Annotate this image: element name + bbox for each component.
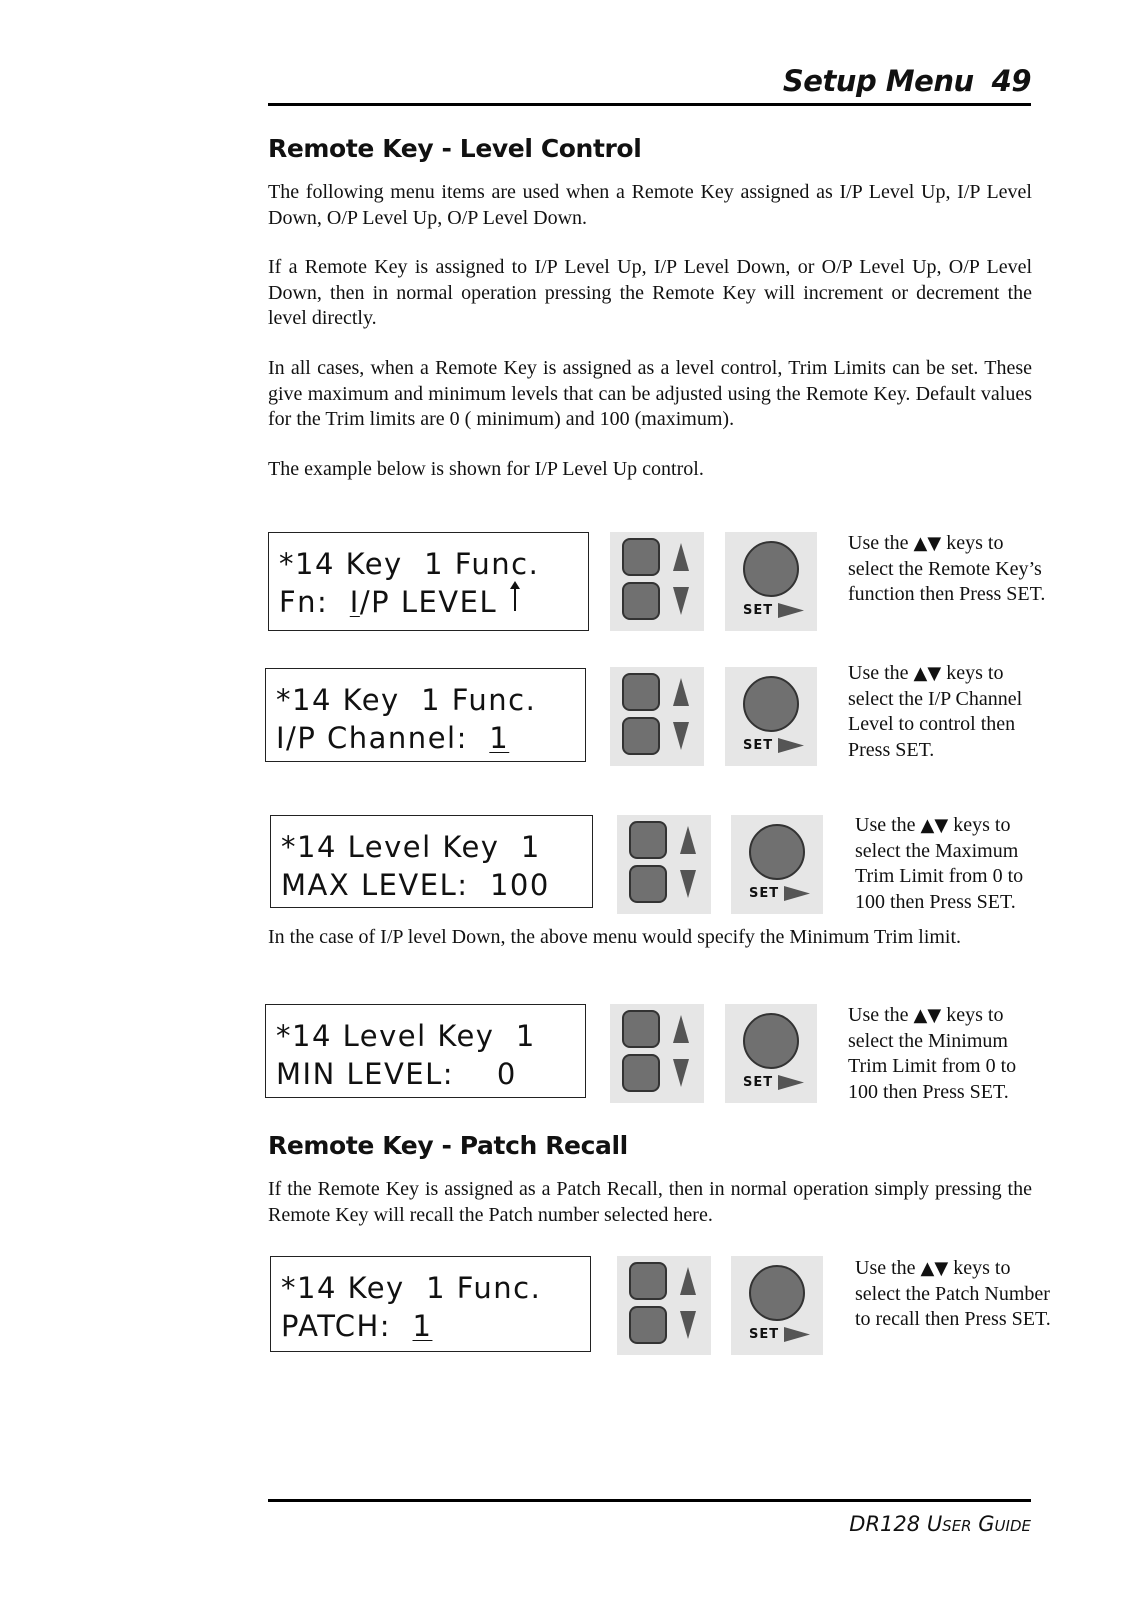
paragraph-3: In all cases, when a Remote Key is assigned as a level control, Trim Limits can be set. These give maximum and minimum levels that can be adjusted using the Remote Key. Default values for the Trim limits are 0 ( minimum) and 100 (maximum). xyxy=(268,357,1032,430)
lcd-line-2 xyxy=(276,721,509,755)
triangle-up-icon xyxy=(679,825,697,855)
up-key-button[interactable] xyxy=(629,1262,667,1300)
down-key-button[interactable] xyxy=(622,582,660,620)
up-down-arrows-icon: ▲▼ xyxy=(920,1258,949,1279)
header-title: Setup Menu xyxy=(782,64,974,98)
lcd-cursor: 1 xyxy=(489,721,510,755)
desc-text: select the I/P Channel Level to control then Press SET. xyxy=(848,687,1023,761)
set-label: SET xyxy=(743,603,774,618)
lcd-cursor: I xyxy=(349,585,360,619)
triangle-down-icon xyxy=(679,869,697,899)
up-arrow-icon xyxy=(508,579,522,613)
lcd-display-patch xyxy=(270,1256,591,1352)
down-key-button[interactable] xyxy=(622,717,660,755)
set-key xyxy=(731,815,823,914)
up-down-arrows-icon: ▲▼ xyxy=(913,1005,942,1026)
lcd-line-1: *14 Level Key 1 xyxy=(281,830,541,864)
step-description xyxy=(855,1256,1055,1333)
triangle-down-icon xyxy=(672,721,690,751)
up-key-button[interactable] xyxy=(622,1010,660,1048)
desc-keys-to: keys to xyxy=(946,662,1004,684)
set-key xyxy=(725,1004,817,1103)
step-description xyxy=(848,1003,1048,1105)
down-key-button[interactable] xyxy=(622,1054,660,1092)
lcd-text: MIN LEVEL: 0 xyxy=(276,1057,517,1091)
triangle-up-icon xyxy=(672,677,690,707)
down-key-button[interactable] xyxy=(629,1306,667,1344)
step-description xyxy=(848,661,1048,763)
set-button[interactable] xyxy=(743,676,799,732)
triangle-right-icon xyxy=(777,602,805,619)
up-down-keys xyxy=(610,532,704,631)
desc-text: select the Remote Key’s function then Press SET. xyxy=(848,557,1046,605)
patch-recall-paragraph: If the Remote Key is assigned as a Patch Recall, then in normal operation simply pressing the Remote Key will recall the Patch number selected here. xyxy=(268,1178,1032,1226)
lcd-text: /P LEVEL xyxy=(359,585,508,619)
set-label: SET xyxy=(749,1327,780,1342)
set-button[interactable] xyxy=(743,1013,799,1069)
lcd-display-max-level xyxy=(270,815,593,908)
lcd-cursor: 1 xyxy=(412,1309,433,1343)
lcd-text: PATCH: xyxy=(281,1309,413,1343)
desc-text: select the Maximum Trim Limit from 0 to 100 then Press SET. xyxy=(855,839,1024,913)
lcd-line-1: *14 Level Key 1 xyxy=(276,1019,536,1053)
step-description xyxy=(855,813,1055,915)
up-down-arrows-icon: ▲▼ xyxy=(913,663,942,684)
up-key-button[interactable] xyxy=(622,673,660,711)
up-key-button[interactable] xyxy=(622,538,660,576)
lcd-text: MAX LEVEL: 100 xyxy=(281,868,550,902)
paragraph-4: The example below is shown for I/P Level Up control. xyxy=(268,458,704,480)
down-key-button[interactable] xyxy=(629,865,667,903)
set-button[interactable] xyxy=(743,541,799,597)
triangle-up-icon xyxy=(672,1014,690,1044)
paragraph-2: If a Remote Key is assigned to I/P Level Up, I/P Level Down, or O/P Level Up, O/P Level Down, then in normal operation pressing the Remote Key will increment or decrement the level directly. xyxy=(268,256,1032,329)
set-button[interactable] xyxy=(749,824,805,880)
lcd-line-2 xyxy=(279,585,522,619)
triangle-up-icon xyxy=(679,1266,697,1296)
triangle-right-icon xyxy=(783,885,811,902)
section-heading-level-control: Remote Key - Level Control xyxy=(268,134,642,163)
lcd-line-2 xyxy=(276,1057,517,1091)
footer-rule xyxy=(268,1499,1031,1502)
set-label: SET xyxy=(743,1075,774,1090)
footer-guide-title: DR128 User Guide xyxy=(849,1512,1031,1536)
triangle-right-icon xyxy=(777,737,805,754)
triangle-right-icon xyxy=(783,1326,811,1343)
desc-keys-to: keys to xyxy=(953,814,1011,836)
desc-prefix: Use the xyxy=(855,814,916,836)
step-description xyxy=(848,531,1048,608)
up-down-keys xyxy=(610,1004,704,1103)
up-down-arrows-icon: ▲▼ xyxy=(913,533,942,554)
up-down-arrows-icon: ▲▼ xyxy=(920,815,949,836)
triangle-down-icon xyxy=(679,1310,697,1340)
desc-prefix: Use the xyxy=(848,1004,909,1026)
lcd-line-2 xyxy=(281,1309,432,1343)
set-key xyxy=(725,667,817,766)
up-down-keys xyxy=(610,667,704,766)
set-label: SET xyxy=(749,886,780,901)
trim-limit-note: In the case of I/P level Down, the above menu would specify the Minimum Trim limit. xyxy=(268,926,962,948)
header-rule xyxy=(268,103,1031,106)
page-number: 49 xyxy=(991,64,1031,98)
desc-keys-to: keys to xyxy=(953,1257,1011,1279)
desc-prefix: Use the xyxy=(848,532,909,554)
set-key xyxy=(731,1256,823,1355)
triangle-down-icon xyxy=(672,586,690,616)
set-label: SET xyxy=(743,738,774,753)
desc-text: select the Patch Number to recall then Press SET. xyxy=(855,1282,1051,1330)
set-button[interactable] xyxy=(749,1265,805,1321)
lcd-line-1: *14 Key 1 Func. xyxy=(279,547,540,581)
lcd-display-channel xyxy=(265,668,586,762)
lcd-line-1: *14 Key 1 Func. xyxy=(276,683,537,717)
lcd-line-2 xyxy=(281,868,550,902)
up-key-button[interactable] xyxy=(629,821,667,859)
triangle-right-icon xyxy=(777,1074,805,1091)
desc-keys-to: keys to xyxy=(946,532,1004,554)
lcd-line-1: *14 Key 1 Func. xyxy=(281,1271,542,1305)
desc-prefix: Use the xyxy=(855,1257,916,1279)
lcd-text: Fn: xyxy=(279,585,350,619)
desc-text: select the Minimum Trim Limit from 0 to 100 then Press SET. xyxy=(848,1029,1017,1103)
desc-keys-to: keys to xyxy=(946,1004,1004,1026)
page-header xyxy=(783,64,1031,98)
up-down-keys xyxy=(617,1256,711,1355)
lcd-display-min-level xyxy=(265,1004,586,1098)
set-key xyxy=(725,532,817,631)
paragraph-1: The following menu items are used when a Remote Key assigned as I/P Level Up, I/P Level Down, O/P Level Up, O/P Level Down. xyxy=(268,181,1032,229)
lcd-text: I/P Channel: xyxy=(276,721,490,755)
triangle-up-icon xyxy=(672,542,690,572)
desc-prefix: Use the xyxy=(848,662,909,684)
triangle-down-icon xyxy=(672,1058,690,1088)
section-heading-patch-recall: Remote Key - Patch Recall xyxy=(268,1131,628,1160)
up-down-keys xyxy=(617,815,711,914)
lcd-display-function xyxy=(268,532,589,631)
